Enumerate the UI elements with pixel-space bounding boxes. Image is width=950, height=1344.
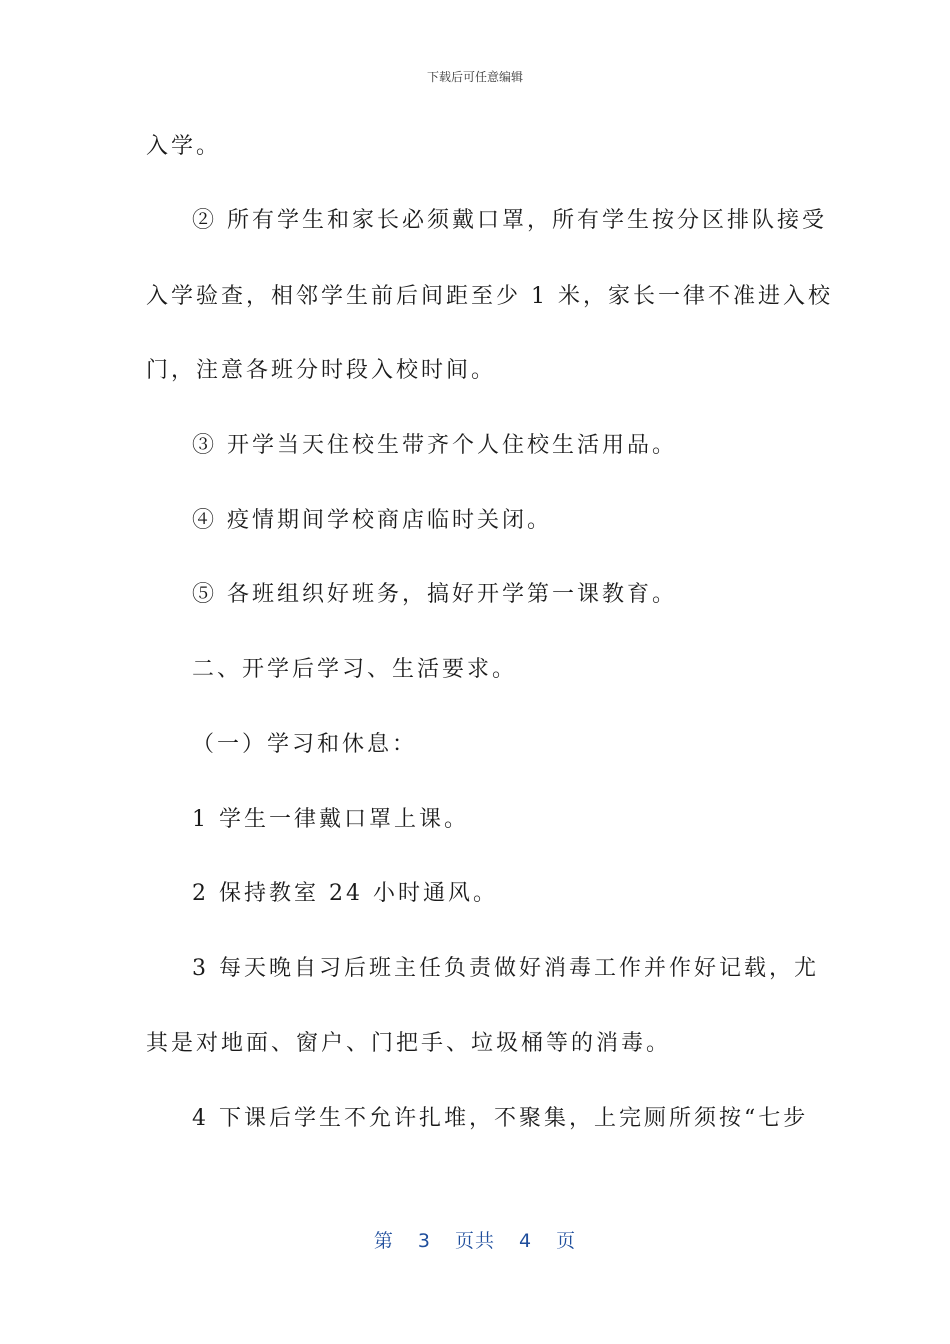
text-line: ④ 疫情期间学校商店临时关闭。 xyxy=(192,508,552,533)
text-line: ② 所有学生和家长必须戴口罩，所有学生按分区排队接受 xyxy=(192,208,827,233)
text-line: 1 学生一律戴口罩上课。 xyxy=(192,807,469,832)
text-line: 4 下课后学生不允许扎堆，不聚集，上完厕所须按“七步 xyxy=(192,1106,809,1131)
footer-current-page: 3 xyxy=(417,1230,431,1252)
footer-middle: 页共 xyxy=(454,1230,495,1252)
page-footer xyxy=(0,1226,950,1253)
text-line: 门，注意各班分时段入校时间。 xyxy=(146,358,497,383)
subsection-heading: （一）学习和休息： xyxy=(192,732,418,757)
footer-total-pages: 4 xyxy=(519,1230,533,1252)
text-line: ⑤ 各班组织好班务，搞好开学第一课教育。 xyxy=(192,582,677,607)
text-line: 3 每天晚自习后班主任负责做好消毒工作并作好记载，尤 xyxy=(192,956,819,981)
page-header-note: 下载后可任意编辑 xyxy=(426,70,523,84)
text-line: 入学验查，相邻学生前后间距至少 1 米，家长一律不准进入校 xyxy=(146,284,833,309)
text-line: ③ 开学当天住校生带齐个人住校生活用品。 xyxy=(192,433,677,458)
footer-suffix: 页 xyxy=(556,1230,577,1252)
text-line: 其是对地面、窗户、门把手、垃圾桶等的消毒。 xyxy=(146,1031,672,1056)
footer-prefix: 第 xyxy=(373,1230,394,1252)
text-line: 入学。 xyxy=(146,134,222,159)
section-heading: 二、开学后学习、生活要求。 xyxy=(192,657,518,682)
text-line: 2 保持教室 24 小时通风。 xyxy=(192,881,498,906)
